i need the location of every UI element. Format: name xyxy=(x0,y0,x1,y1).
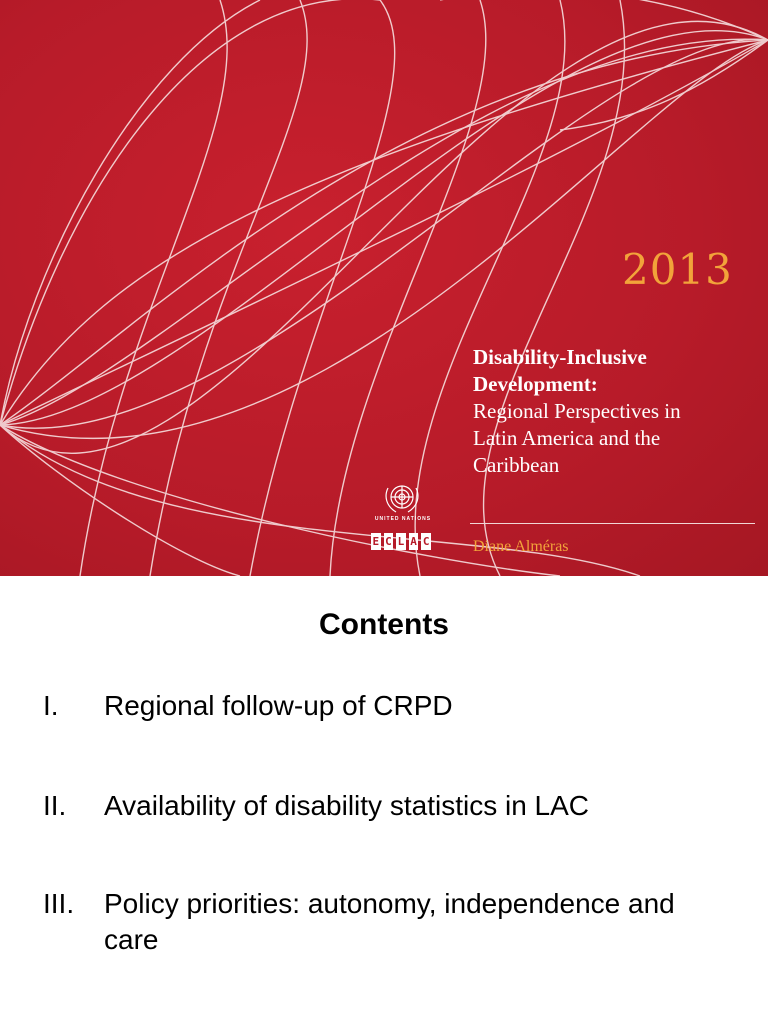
eclac-letter: C xyxy=(422,535,430,548)
eclac-letter: L xyxy=(397,535,405,548)
subtitle-line-3: Caribbean xyxy=(473,453,560,477)
author-name: Diane Alméras xyxy=(473,538,569,555)
list-item-text: Policy priorities: autonomy, independence and care xyxy=(104,888,675,955)
title-line-1: Disability-Inclusive xyxy=(473,345,647,369)
subtitle-line-1: Regional Perspectives in xyxy=(473,399,681,423)
list-item-number: II. xyxy=(43,790,67,821)
un-emblem-icon xyxy=(380,480,424,516)
subtitle-line-2: Latin America and the xyxy=(473,426,661,450)
list-item-text: Availability of disability statistics in LAC xyxy=(104,790,590,821)
divider-line xyxy=(470,523,755,524)
eclac-logo xyxy=(371,533,431,550)
year-label: 2013 xyxy=(622,245,733,294)
eclac-letter: C xyxy=(385,535,392,548)
eclac-letter: A xyxy=(410,535,417,548)
list-item-number: III. xyxy=(43,888,75,919)
list-item-text: Regional follow-up of CRPD xyxy=(104,690,453,721)
book-title-block xyxy=(473,344,753,479)
contents-heading: Contents xyxy=(319,608,449,641)
eclac-letter: E xyxy=(372,535,380,548)
title-line-2: Development: xyxy=(473,372,598,396)
un-caption: UNITED NATIONS xyxy=(374,516,432,522)
list-item-number: I. xyxy=(43,690,59,721)
